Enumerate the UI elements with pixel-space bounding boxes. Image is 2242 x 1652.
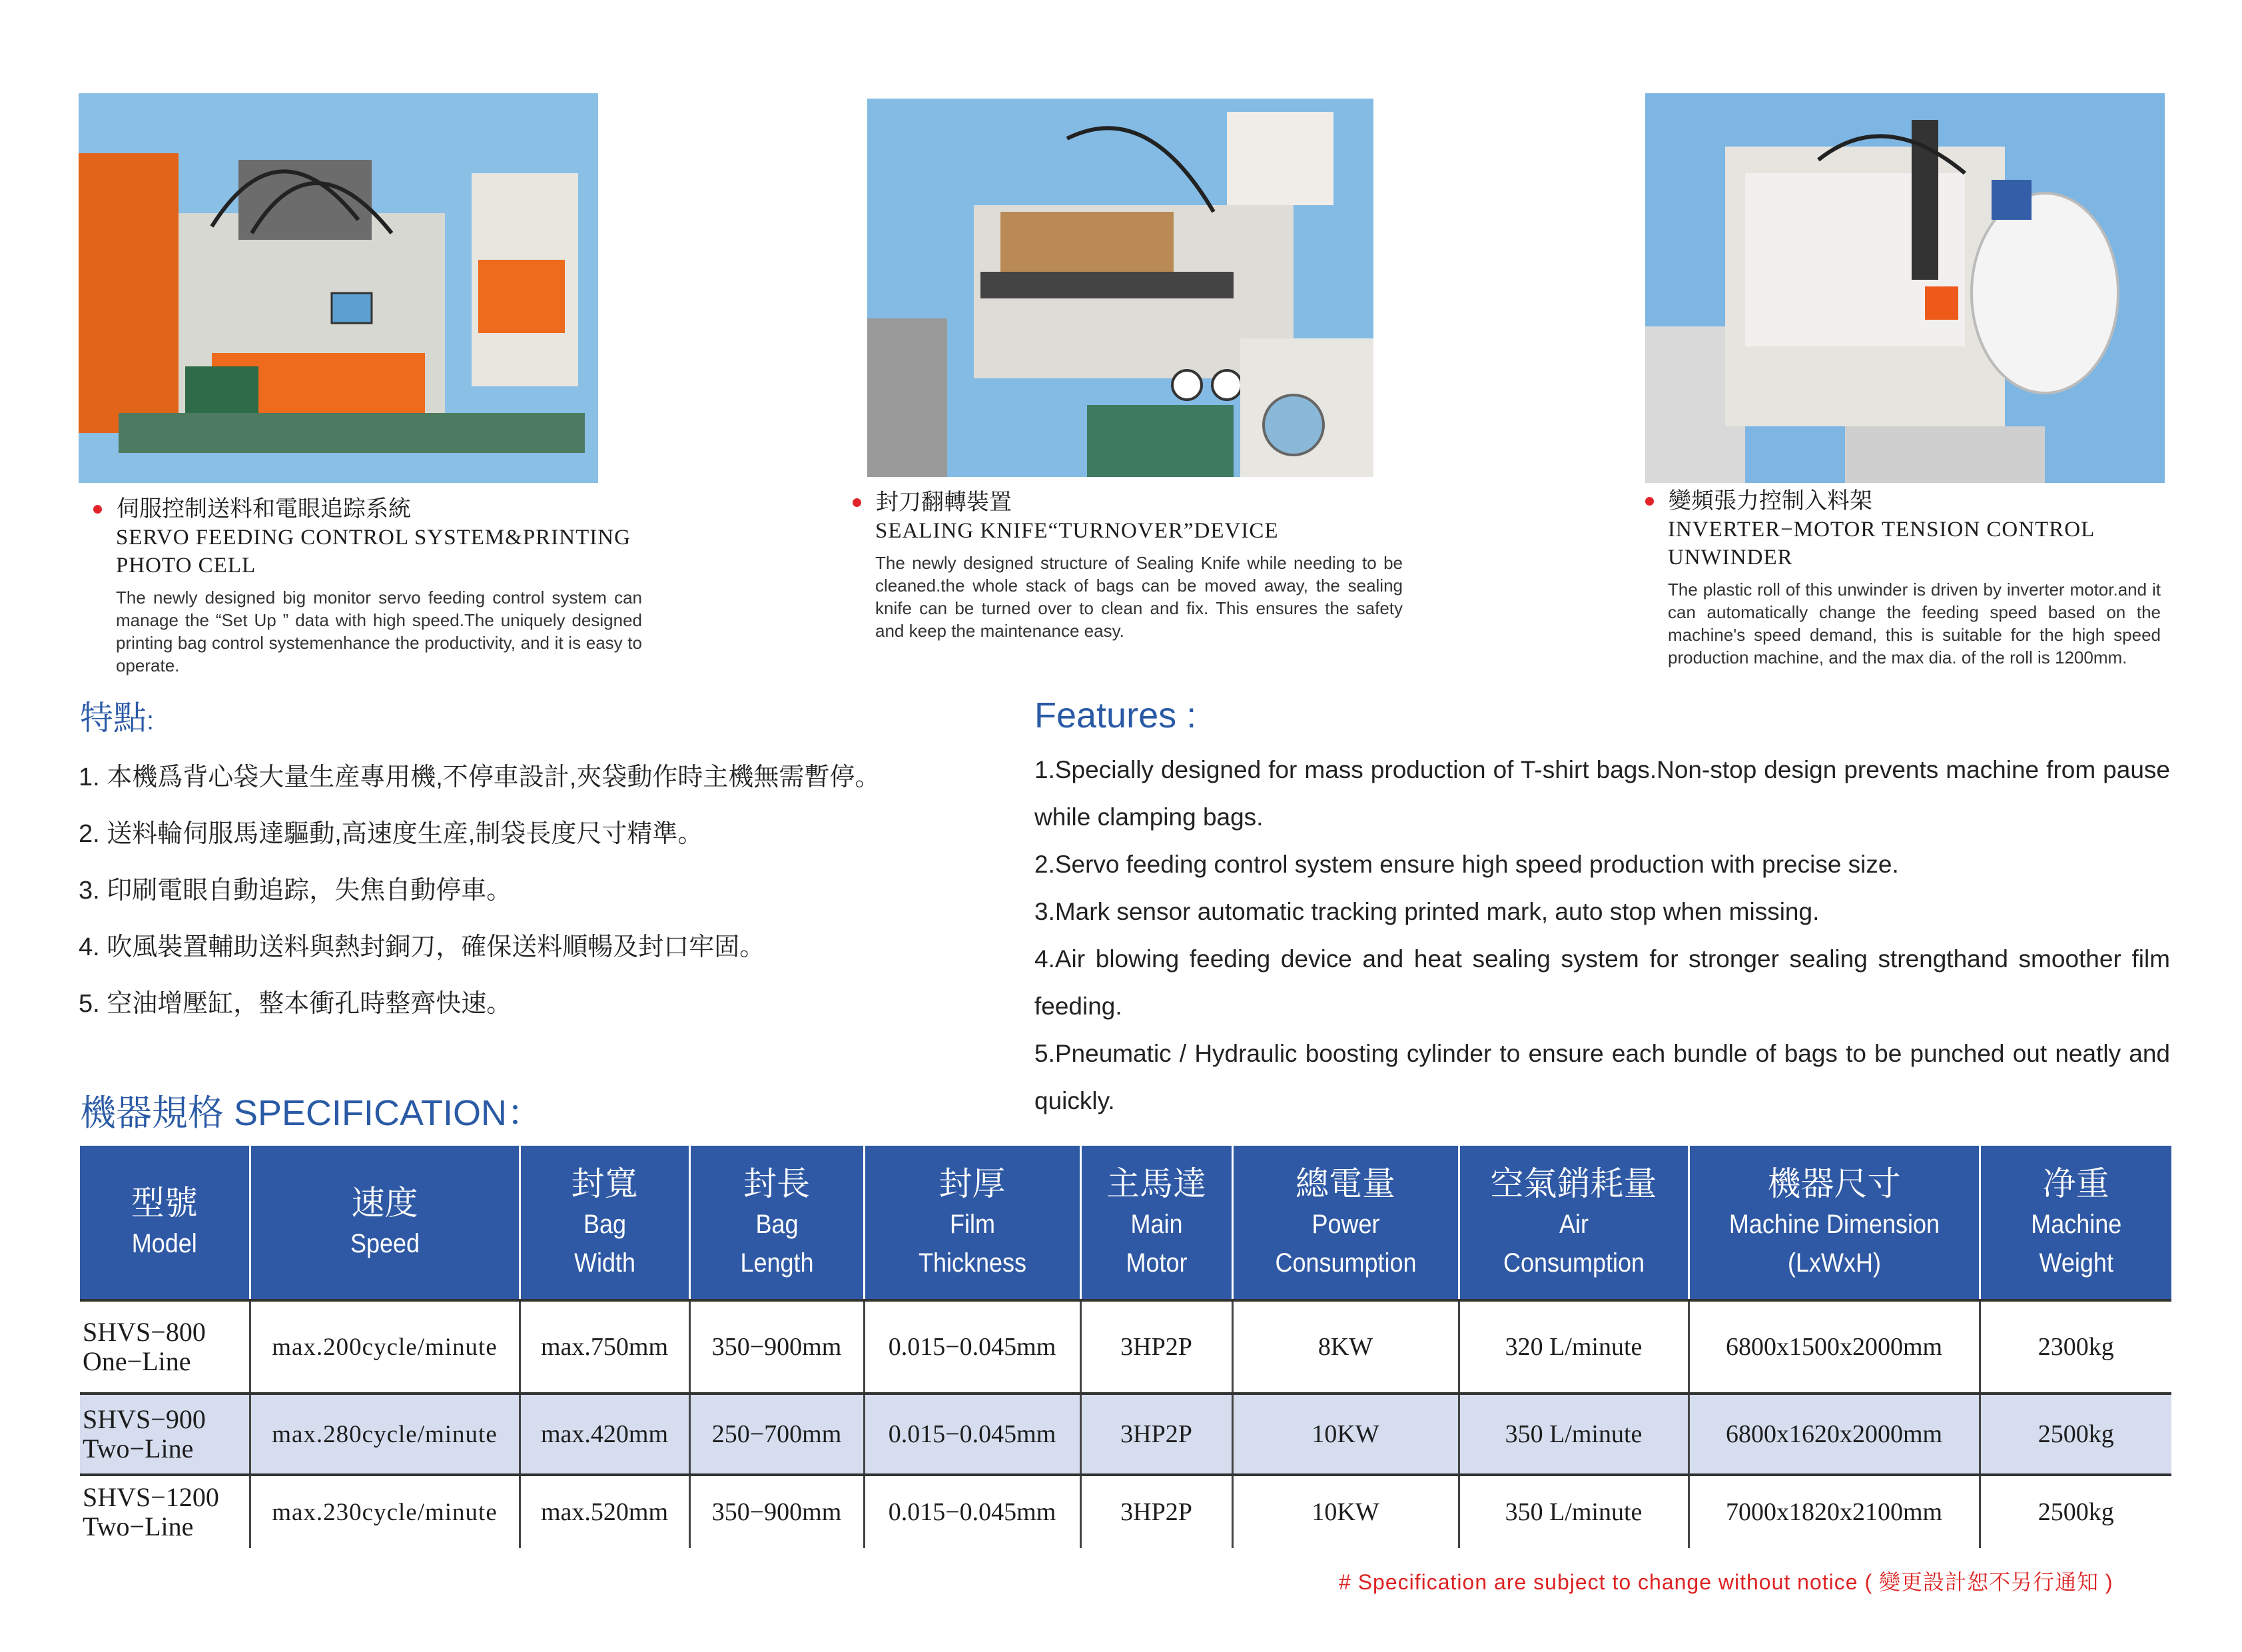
header-machine-dimension: 機器尺寸 Machine Dimension (LxWxH) <box>1688 1146 1980 1300</box>
caption-description: The newly designed structure of Sealing Knife while needing to be cleaned.the whole stack of bags can be moved away, the sealing knife can be turned over to clean and fix. This ensures the safety and keep the maintenance easy. <box>875 553 1403 641</box>
cell-dimension: 6800x1500x2000mm <box>1688 1300 1980 1394</box>
caption-title-zh: 伺服控制送料和電眼追踪系統 <box>117 496 411 522</box>
cell-film-thickness: 0.015−0.045mm <box>864 1394 1080 1475</box>
cell-bag-width: max.750mm <box>520 1300 689 1394</box>
cell-dimension: 7000x1820x2100mm <box>1688 1475 1980 1548</box>
cell-main-motor: 3HP2P <box>1080 1475 1232 1548</box>
caption-title-en: SERVO FEEDING CONTROL SYSTEM&PRINTING PHOTO CELL <box>116 526 631 578</box>
photo-servo-feeding <box>79 93 598 483</box>
cell-air: 350 L/minute <box>1459 1475 1688 1548</box>
features-zh-title: 特點 <box>80 699 147 737</box>
list-item: 1.Specially designed for mass production of T-shirt bags.Non-stop design prevents machine from pause while clamping bags. <box>1034 756 2170 831</box>
features-zh-title-suffix: : <box>147 706 155 735</box>
cell-model: SHVS−800 One−Line <box>80 1300 250 1394</box>
header-main-motor: 主馬達 Main Motor <box>1080 1146 1232 1300</box>
cell-film-thickness: 0.015−0.045mm <box>864 1300 1080 1394</box>
cell-dimension: 6800x1620x2000mm <box>1688 1394 1980 1475</box>
cell-speed: max.230cycle/minute <box>250 1475 520 1548</box>
caption-title-zh: 封刀翻轉裝置 <box>876 490 1012 515</box>
cell-bag-length: 350−900mm <box>689 1475 864 1548</box>
features-en-heading: Features : <box>1034 695 1197 735</box>
list-item: 1. 本機爲背心袋大量生産專用機,不停車設計,夾袋動作時主機無需暫停。 <box>79 763 881 791</box>
cell-model: SHVS−1200 Two−Line <box>80 1475 250 1548</box>
cell-power: 10KW <box>1232 1394 1459 1475</box>
cell-weight: 2500kg <box>1980 1475 2171 1548</box>
cell-main-motor: 3HP2P <box>1080 1394 1232 1475</box>
header-film-thickness: 封厚 Film Thickness <box>864 1146 1080 1300</box>
cell-bag-width: max.420mm <box>520 1394 689 1475</box>
caption-servo-feeding <box>93 494 646 677</box>
spec-heading <box>80 1084 543 1136</box>
header-speed: 速度 Speed <box>250 1146 520 1300</box>
list-item: 5. 空油增壓缸，整本衝孔時整齊快速。 <box>79 990 512 1018</box>
cell-bag-length: 350−900mm <box>689 1300 864 1394</box>
photo-sealing-knife <box>867 99 1373 477</box>
header-machine-weight: 净重 Machine Weight <box>1980 1146 2171 1300</box>
caption-description: The newly designed big monitor servo feeding control system can manage the “Set Up ” data with high speed.The uniquely designed printing bag control systemenhance the productivity, and it is easy to operate. <box>116 588 642 675</box>
caption-sealing-knife <box>853 488 1412 642</box>
cell-weight: 2500kg <box>1980 1394 2171 1475</box>
spec-title: 機器規格 SPECIFICATION <box>80 1093 508 1133</box>
spec-title-suffix: ： <box>507 1093 544 1133</box>
table-row <box>80 1394 2171 1475</box>
cell-speed: max.200cycle/minute <box>250 1300 520 1394</box>
caption-tension-unwinder <box>1645 486 2178 669</box>
spec-table <box>80 1146 2171 1548</box>
cell-weight: 2300kg <box>1980 1300 2171 1394</box>
cell-bag-length: 250−700mm <box>689 1394 864 1475</box>
table-header-row <box>80 1146 2171 1300</box>
list-item: 3.Mark sensor automatic tracking printed mark, auto stop when missing. <box>1034 898 1820 925</box>
features-zh-list <box>79 749 1011 1032</box>
cell-air: 350 L/minute <box>1459 1394 1688 1475</box>
header-bag-length: 封長 Bag Length <box>689 1146 864 1300</box>
spec-footnote: # Specification are subject to change without notice ( 變更設計恕不另行通知 ) <box>1339 1570 2113 1594</box>
list-item: 2. 送料輪伺服馬達驅動,高速度生産,制袋長度尺寸精準。 <box>79 820 703 848</box>
features-zh-heading <box>80 691 154 739</box>
header-model: 型號 Model <box>80 1146 250 1300</box>
cell-main-motor: 3HP2P <box>1080 1300 1232 1394</box>
cell-bag-width: max.520mm <box>520 1475 689 1548</box>
cell-power: 8KW <box>1232 1300 1459 1394</box>
list-item: 4. 吹風裝置輔助送料與熱封銅刀，確保送料順暢及封口牢固。 <box>79 933 765 961</box>
red-bullet-icon <box>93 505 102 514</box>
header-power-consumption: 總電量 Power Consumption <box>1232 1146 1459 1300</box>
cell-film-thickness: 0.015−0.045mm <box>864 1475 1080 1548</box>
list-item: 3. 印刷電眼自動追踪，失焦自動停車。 <box>79 877 512 905</box>
caption-title-en: INVERTER−MOTOR TENSION CONTROL UNWINDER <box>1668 518 2095 570</box>
cell-model: SHVS−900 Two−Line <box>80 1394 250 1475</box>
cell-speed: max.280cycle/minute <box>250 1394 520 1475</box>
list-item: 5.Pneumatic / Hydraulic boosting cylinder to ensure each bundle of bags to be punched out neatly and quickly. <box>1034 1040 2170 1114</box>
header-air-consumption: 空氣銷耗量 Air Consumption <box>1459 1146 1688 1300</box>
caption-title-en: SEALING KNIFE“TURNOVER”DEVICE <box>875 519 1279 543</box>
table-row <box>80 1475 2171 1548</box>
list-item: 4.Air blowing feeding device and heat sealing system for stronger sealing strengthand smoother film feeding. <box>1034 945 2170 1020</box>
list-item: 2.Servo feeding control system ensure high speed production with precise size. <box>1034 851 1899 878</box>
caption-title-zh: 變頻張力控制入料架 <box>1669 488 1872 514</box>
red-bullet-icon <box>853 498 861 507</box>
features-en-list <box>1034 746 2170 1124</box>
header-bag-width: 封寬 Bag Width <box>520 1146 689 1300</box>
photo-tension-unwinder <box>1645 93 2165 483</box>
table-row <box>80 1300 2171 1394</box>
caption-description: The plastic roll of this unwinder is driven by inverter motor.and it can automatically change the feeding speed based on the machine's speed demand, this is suitable for the high speed production machine, and the max dia. of the roll is 1200mm. <box>1668 580 2161 667</box>
cell-power: 10KW <box>1232 1475 1459 1548</box>
red-bullet-icon <box>1645 497 1654 506</box>
cell-air: 320 L/minute <box>1459 1300 1688 1394</box>
